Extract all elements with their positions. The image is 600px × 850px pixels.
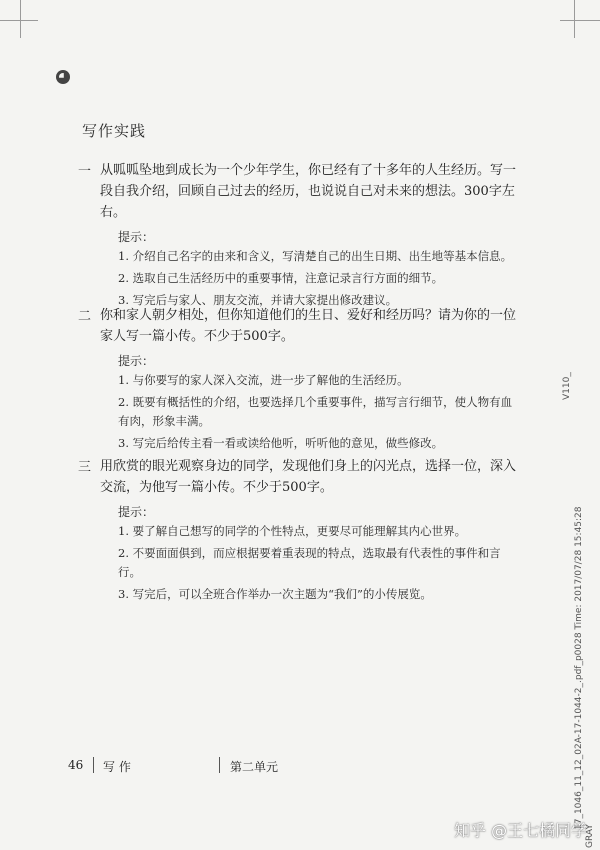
exercise-number: 二 — [78, 309, 92, 324]
hint-item: 2. 选取自己生活经历中的重要事情，注意记录言行方面的细节。 — [118, 271, 444, 285]
footer-divider — [219, 757, 220, 773]
crop-mark — [574, 0, 575, 38]
footer-divider — [93, 757, 94, 773]
exercise-prompt: 从呱呱坠地到成长为一个少年学生，你已经有了十多年的人生经历。写一段自我介绍，回顾自己过去的经历，也说说自己对未来的想法。300字左右。 — [100, 163, 517, 220]
hint-item: 3. 写完后与家人、朋友交流，并请大家提出修改建议。 — [118, 293, 398, 307]
hint-item: 3. 写完后，可以全班合作举办一次主题为“我们”的小传展览。 — [118, 587, 432, 601]
exercise-prompt: 用欣赏的眼光观察身边的同学，发现他们身上的闪光点，选择一位，深入交流，为他写一篇小传。不少于500字。 — [100, 459, 517, 495]
registration-icon — [56, 70, 70, 84]
hint-label: 提示： — [118, 354, 155, 368]
hint-label: 提示： — [118, 505, 155, 519]
watermark: 知乎 @王七橘同学 — [454, 821, 588, 840]
exercise-1 — [78, 160, 518, 310]
footer-unit: 第二单元 — [230, 760, 279, 774]
print-gray-label: GRAY — [585, 824, 595, 848]
footer-section: 写 作 — [103, 760, 131, 774]
exercise-prompt: 你和家人朝夕相处，但你知道他们的生日、爱好和经历吗？请为你的一位家人写一篇小传。不少于500字。 — [100, 308, 517, 344]
hint-item: 2. 不要面面俱到，而应根据要着重表现的特点，选取最有代表性的事件和言行。 — [118, 546, 501, 579]
crop-mark — [560, 20, 600, 21]
print-info: 17_1046_11_12_02A-17-1044-2_.pdf_p0028 Time: 2017/07/28 15:45:28 — [574, 506, 584, 830]
exercise-2 — [78, 305, 518, 453]
hint-item: 1. 要了解自己想写的同学的个性特点，更要尽可能理解其内心世界。 — [118, 524, 467, 538]
exercise-3 — [78, 456, 518, 604]
print-code-top: V110_ — [562, 372, 572, 400]
exercise-number: 一 — [78, 164, 92, 179]
hint-item: 1. 与你要写的家人深入交流，进一步了解他的生活经历。 — [118, 373, 409, 387]
hint-item: 3. 写完后给传主看一看或读给他听，听听他的意见，做些修改。 — [118, 436, 444, 450]
crop-mark — [20, 0, 21, 38]
crop-mark — [0, 20, 38, 21]
hint-item: 1. 介绍自己名字的由来和含义，写清楚自己的出生日期、出生地等基本信息。 — [118, 249, 513, 263]
hint-label: 提示： — [118, 230, 155, 244]
hint-item: 2. 既要有概括性的介绍，也要选择几个重要事件，描写言行细节，使人物有血有肉，形象丰满。 — [118, 395, 513, 428]
page-number: 46 — [68, 758, 84, 772]
exercise-number: 三 — [78, 460, 92, 475]
page-title: 写作实践 — [82, 122, 147, 140]
